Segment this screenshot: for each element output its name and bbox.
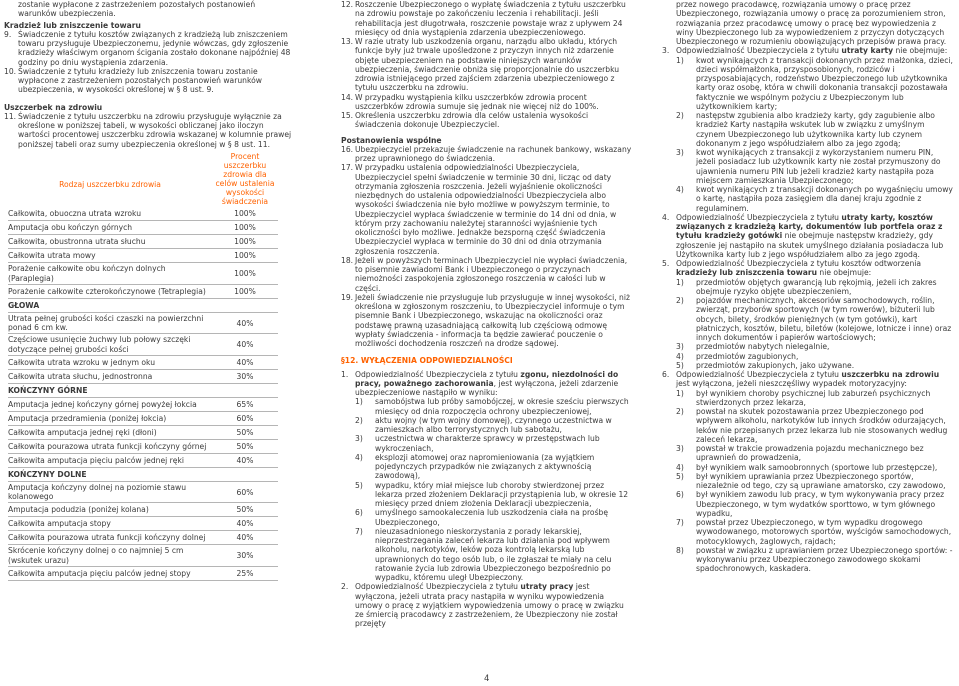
- table-row: [8, 397, 278, 411]
- table-cell-percent: 60%: [212, 481, 278, 503]
- table-row: [8, 467, 278, 481]
- table-cell-percent: 40%: [212, 453, 278, 467]
- list-item-number: 8): [676, 545, 684, 555]
- table-cell-percent: 30%: [212, 545, 278, 567]
- table-row: [8, 545, 278, 567]
- table-row: [8, 334, 278, 356]
- table-row: [8, 369, 278, 383]
- list-item: [676, 278, 954, 297]
- list-item-text: wypadku, który miał miejsce lub choroby stwierdzonej przez lekarza przed złożeniem Deklaracji przystąpienia lub, w okresie 12 miesięcy przed dniem złożenia Deklaracji ubezpieczenia,: [375, 480, 629, 508]
- list-item-number: 4): [676, 185, 684, 194]
- exclusion-3: 3. Odpowiedzialność Ubezpieczyciela z tytułu utraty karty nie obejmuje:: [662, 46, 948, 56]
- list-item-text: był wynikiem zawodu lub pracy, w tym wykonywania pracy przez Ubezpieczonego, w tym wydatków sporttowo, w tym głównego wypadku,: [696, 490, 945, 518]
- list-item: [676, 111, 954, 148]
- list-item: [676, 296, 954, 342]
- list-item: [676, 472, 954, 491]
- table-cell-type: Całkowita amputacja stopy: [8, 517, 212, 531]
- list-item-text: powstał w trakcie prowadzenia pojazdu mechanicznego bez uprawnień do prowadzenia,: [696, 444, 924, 463]
- list-item-number: 3): [676, 342, 684, 352]
- list-item: [676, 56, 954, 112]
- table-cell-type: Całkowita pourazowa utrata funkcji kończyny górnej: [8, 439, 212, 453]
- table-cell-percent: [212, 383, 278, 397]
- table-cell-percent: 40%: [212, 517, 278, 531]
- list-item-text: eksplozji atomowej oraz napromieniowania (za wyjątkiem pojedynczych przypadków nie związanych z aktywnością zawodową),: [375, 452, 595, 481]
- table-cell-type: Amputacja kończyny dolnej na poziomie stawu kolanowego: [8, 481, 212, 503]
- list-item: [676, 342, 954, 351]
- table-cell-type: Amputacja jednej kończyny górnej powyżej łokcia: [8, 397, 212, 411]
- list-item-number: 6): [355, 508, 363, 518]
- table-cell-type: Całkowita amputacja pięciu palców jednej ręki: [8, 453, 212, 467]
- table-row: [8, 263, 278, 285]
- list-item: [676, 490, 954, 518]
- list-item-number: 5): [355, 480, 363, 490]
- table-section-label: KOŃCZYNY GÓRNE: [8, 383, 212, 397]
- table-header-percent: Procent uszczerbku zdrowia dla celów ustalenia wysokości świadczenia: [215, 151, 275, 207]
- table-cell-type: Skrócenie kończyny dolnej o co najmniej 5 cm (wskutek urazu): [8, 545, 212, 567]
- list-item: [676, 352, 954, 361]
- list-item-text: uczestnictwa w charakterze sprawcy w przestępstwach lub wykroczeniach,: [375, 434, 600, 453]
- table-row: [8, 531, 278, 545]
- table-cell-percent: [212, 298, 278, 312]
- list-item-text: przedmiotów nabytych nielegalnie,: [696, 342, 830, 352]
- paragraph-19: 19. Jeżeli świadczenie nie przysługuje lub przysługuje w innej wysokości, niż określona w zgłoszonym roszczeniu, to Ubezpieczyciel informuje o tym pisemnie Bank i Ubezpieczonego, wskazując na okoliczności oraz podstawę prawną uzasadniającą całkowitą lub częściową odmowę wypłaty świadczenia - informacja ta będzie zawierać pouczenie o możliwości dochodzenia roszczeń na drodze sądowej.: [341, 292, 630, 348]
- list-item-text: samobójstwa lub próby samobójczej, w okresie sześciu pierwszych miesięcy od dnia rozpoczęcia ochrony ubezpieczeniowej,: [375, 397, 629, 416]
- table-cell-type: Porażenie całkowite czterokończynowe (Tetraplegia): [8, 284, 212, 298]
- list-item: [355, 508, 632, 527]
- table-cell-type: Porażenie całkowite obu kończyn dolnych (Paraplegia): [8, 263, 212, 285]
- list-item-number: 1): [676, 55, 684, 65]
- table-row: [8, 383, 278, 397]
- table-row: [8, 298, 278, 312]
- exclusion-2: 2. Odpowiedzialność Ubezpieczyciela z tytułu utraty pracy jest wyłączona, jeżeli utrata pracy nastąpiła w wyniku wypowiedzenia umowy o pracę z wyjątkiem wypowiedzenia umowy o pracę w związku ze śmiercią pracodawcy z zastrzeżeniem, że Ubezpieczony nie został przejęty: [341, 582, 624, 629]
- table-cell-type: Całkowita, obuoczna utrata wzroku: [8, 207, 212, 221]
- table-row: [8, 355, 278, 369]
- list-item-text: przedmiotów zagubionych,: [696, 351, 799, 361]
- table-row: [8, 425, 278, 439]
- table-cell-type: Utrata pełnej grubości kości czaszki na powierzchni ponad 6 cm kw.: [8, 312, 212, 334]
- table-cell-type: Częściowe usunięcie żuchwy lub połowy szczęki dotyczące pełnej grubości kości: [8, 334, 212, 356]
- list-item-text: był wynikiem walk samoobronnych (sportowe lub przestępcze),: [696, 462, 938, 472]
- table-cell-percent: 25%: [212, 566, 278, 580]
- list-item: [355, 453, 632, 481]
- heading-kradziez: Kradzież lub zniszczenie towaru: [4, 20, 141, 30]
- paragraph-10: 10. Świadczenie z tytułu kradzieży lub zniszczenia towaru zostanie wypłacone z zastrzeżeniem pozostałych postanowień warunków ubezpieczenia, w wysokości określonej w § 8 ust. 9.: [4, 66, 262, 95]
- list-item-text: następstw zgubienia albo kradzieży karty, gdy zagubienie albo kradzież Karty nastąpiła wskutek lub w związku z umyślnym czynem Ubezpieczonego lub użytkownika karty lub czynem dokonanym z jego współudziałem albo za jego zgodą;: [696, 111, 935, 148]
- table-row: [8, 566, 278, 580]
- table-cell-percent: [212, 467, 278, 481]
- list-item-number: 1): [676, 388, 684, 398]
- table-cell-type: Amputacja przedramienia (poniżej łokcia): [8, 411, 212, 425]
- table-cell-percent: 40%: [212, 531, 278, 545]
- table-header-type: Rodzaj uszczerbku zdrowia: [59, 179, 161, 189]
- list-item: [355, 416, 632, 435]
- list-item-text: przedmiotów zakupionych, jako używane.: [696, 360, 855, 370]
- list-item-number: 3): [676, 148, 684, 157]
- list-item-text: był wynikiem uprawiania przez Ubezpieczonego sportów, niezależnie od tego, czy są uprawiane amatorsko, czy zawodowo,: [696, 471, 946, 490]
- paragraph-13: 13. W razie utraty lub uszkodzenia organu, narządu albo układu, których funkcje były już trwale upośledzone z przyczyn innych niż zdarzenie objęte ubezpieczeniem na podstawie niniejszych warunków ubezpieczenia, świadczenie obniża się proporcjonalnie do uszczerbku zdrowia istniejącego przed zajściem zdarzenia ubezpieczeniowego z tytułu uszczerbku na zdrowiu.: [341, 37, 620, 93]
- paragraph-14: 14. W przypadku wystąpienia kilku uszczerbków zdrowia procent uszczerbków zdrowia sumuje się jednak nie więcej niż do 100%.: [341, 92, 599, 111]
- list-item: [676, 185, 954, 213]
- heading-postanowienia: Postanowienia wspólne: [341, 135, 442, 145]
- list-item: [676, 463, 954, 472]
- list-item-number: 7): [355, 526, 363, 536]
- list-item-number: 2): [355, 415, 363, 425]
- list-item-number: 2): [676, 407, 684, 416]
- table-cell-type: Amputacja podudzia (poniżej kolana): [8, 503, 212, 517]
- list-item-text: powstał na skutek pozostawania przez Ubezpieczonego pod wpływem alkoholu, narkotyków lub innych środków odurzających, leków nie przepisanych przez lekarza lub nie stosowanych według zaleceń lekarza,: [696, 407, 948, 444]
- list-item-text: nieuzasadnionego nieskorzystania z porady lekarskiej, nieprzestrzegania zaleceń lekarza lub działania pod wpływem alkoholu, narkotyków, leków poza kontrolą lekarską lub uprawnionych do tego osób lub, o ile zgłaszał te miały na celu ratowanie życia lub zdrowia Ubezpieczonego bezpośrednio po wypadku, któremu uległ Ubezpieczony.: [375, 526, 612, 582]
- table-row: [8, 249, 278, 263]
- exclusion-1: 1. Odpowiedzialność Ubezpieczyciela z tytułu zgonu, niezdolności do pracy, poważnego zachorowania, jest wyłączona, jeżeli zdarzenie ubezpieczeniowe nastąpiło w wyniku:: [341, 369, 619, 397]
- table-cell-percent: 65%: [212, 397, 278, 411]
- paragraph-continued: przez nowego pracodawcę, rozwiązania umowy o pracę przez Ubezpieczonego, rozwiązania umowy o pracę za porozumieniem stron, rozwiązania przez pracodawcę umowy o pracę bez wypowiedzenia z winy Ubezpieczonego lub za wypowiedzeniem z przyczyn dotyczących Ubezpieczonego w rozumieniu obowiązujących przepisów prawa pracy.: [676, 0, 947, 46]
- list-item: [355, 434, 632, 453]
- list-item: [355, 397, 632, 416]
- list-item-number: 5): [676, 360, 684, 370]
- list-item-number: 2): [676, 296, 684, 305]
- paragraph-12: 12. Roszczenie Ubezpieczonego o wypłatę świadczenia z tytułu uszczerbku na zdrowiu powstaje po zakończeniu leczenia i rehabilitacji. Jeśli rehabilitacja jest długotrwała, roszczenie powstaje wraz z upływem 24 miesięcy od dnia wystąpienia zdarzenia ubezpieczeniowego.: [341, 0, 626, 37]
- list-item-number: 2): [676, 111, 684, 120]
- list-item-text: kwot wynikających z transakcji z wykorzystaniem numeru PIN, jeżeli posiadacz lub użytkownik karty nie został przymuszony do ujawnienia numeru PIN lub jeżeli kradzież karty nastąpiła poza miejscem zamieszkania Ubezpieczonego;: [696, 148, 941, 185]
- table-cell-percent: 100%: [212, 207, 278, 221]
- table-cell-percent: 100%: [212, 249, 278, 263]
- list-item: [676, 444, 954, 463]
- list-item-number: 5): [676, 471, 684, 481]
- list-item-number: 4): [676, 462, 684, 472]
- table-cell-percent: 100%: [212, 235, 278, 249]
- table-cell-percent: 50%: [212, 503, 278, 517]
- list-item-number: 3): [676, 444, 684, 453]
- table-row: [8, 312, 278, 334]
- list-item-text: pojazdów mechanicznych, akcesoriów samochodowych, roślin, zwierząt, przyborów sportowych (w tym rowerów), biżuterii lub obcych, bilety, środków pieniężnych (w tym gotówki), kart płatniczych, kosztów, biletu, biletów (kolejowe, lotnicze i inne) oraz innych dokumentów i papierów wartościowych;: [696, 296, 952, 342]
- list-item-text: powstał przez Ubezpieczonego, w tym wypadku drogowego wywodowanego, motorowych sportów, wyścigów samochodowych, motocyklowych, żaglowych, rajdach;: [696, 518, 952, 546]
- paragraph-17: 17. W przypadku ustalenia odpowiedzialności Ubezpieczyciela, Ubezpieczyciel spełni świadczenie w terminie 30 dni, licząc od daty otrzymania zgłoszenia roszczenia. Jeżeli wyjaśnienie okoliczności niezbędnych do ustalenia odpowiedzialności Ubezpieczyciela albo wysokości świadczenia nie było możliwe w powyższym terminie, to Ubezpieczyciel wypłaca świadczenie w terminie do 14 dni od dnia, w którym przy zachowaniu należytej staranności wyjaśnienie tych okoliczności było możliwe. Jednakże bezsporną część świadczenia Ubezpieczyciel wypłaca w terminie do 30 dni od dnia otrzymania zgłoszenia roszczenia.: [341, 163, 617, 256]
- exclusion-4: 4. Odpowiedzialność Ubezpieczyciela z tytułu utraty karty, kosztów związanych z kradzieżą karty, dokumentów lub portfela oraz z tytułu kradzieży gotówki nie obejmuje następstw kradzieży, gdy zgłoszenie jej nastąpiło na skutek umyślnego działania posiadacza lub Użytkownika karty lub z jego współudziałem albo za jego zgodą.: [662, 212, 944, 259]
- list-item-text: kwot wynikających z transakcji dokonanych po wygaśnięciu umowy o kartę, nastąpiła poza zasięgiem dla danej kraju zgodnie z regulaminem.: [696, 185, 953, 213]
- paragraph-16: 16. Ubezpieczyciel przekazuje świadczenie na rachunek bankowy, wskazany przez uprawnionego do świadczenia.: [341, 144, 632, 163]
- list-item-number: 6): [676, 490, 684, 500]
- exclusion-5-list: [662, 278, 954, 371]
- list-item-text: umyślnego samookaleczenia lub uszkodzenia ciała na prośbę Ubezpieczonego,: [375, 508, 609, 527]
- list-item-number: 1): [676, 277, 684, 287]
- table-cell-percent: 40%: [212, 355, 278, 369]
- exclusion-5: 5. Odpowiedzialność Ubezpieczyciela z tytułu kosztów odtworzenia kradzieży lub zniszczenia towaru nie obejmuje:: [662, 259, 922, 278]
- exclusion-3-list: [662, 56, 954, 213]
- list-item: [676, 148, 954, 185]
- table-cell-type: Całkowita pourazowa utrata funkcji kończyny dolnej: [8, 531, 212, 545]
- list-item-number: 7): [676, 518, 684, 527]
- table-cell-type: Całkowita utrata mowy: [8, 249, 212, 263]
- table-cell-percent: 50%: [212, 425, 278, 439]
- list-item: [676, 361, 954, 370]
- table-cell-percent: 60%: [212, 411, 278, 425]
- list-item-text: aktu wojny (w tym wojny domowej), czynnego uczestnictwa w zamieszkach albo terrorystycznych lub sabotażu,: [375, 415, 612, 434]
- list-item-text: kwot wynikających z transakcji dokonanych przez małżonka, dzieci, dzieci współmałżonka, przysposobionych, rodziców i przysposabiających, rodzeństwo Ubezpieczonego lub użytkownika karty oraz osobę, która w chwili dokonania transakcji pozostawała faktycznie we wspólnym pożyciu z Ubezpieczonym lub użytkownikiem karty;: [696, 55, 953, 111]
- list-item-text: przedmiotów objętych gwarancją lub rękojmią, jeżeli ich zakres obejmuje ryzyko objęte ubezpieczeniem,: [696, 277, 937, 296]
- table-cell-percent: 100%: [212, 221, 278, 235]
- column-middle: [341, 0, 632, 629]
- table-row: [8, 284, 278, 298]
- list-item-number: 4): [355, 452, 363, 462]
- list-item: [676, 546, 954, 574]
- table-cell-type: Całkowita, obustronna utrata słuchu: [8, 235, 212, 249]
- table-cell-percent: 30%: [212, 369, 278, 383]
- table-row: [8, 453, 278, 467]
- table-cell-type: Amputacja obu kończyn górnych: [8, 221, 212, 235]
- table-cell-percent: 40%: [212, 334, 278, 356]
- list-item: [676, 518, 954, 546]
- list-item-number: 3): [355, 434, 363, 444]
- table-cell-percent: 50%: [212, 439, 278, 453]
- table-cell-percent: 100%: [212, 263, 278, 285]
- table-cell-type: Całkowita utrata wzroku w jednym oku: [8, 355, 212, 369]
- list-item-number: 4): [676, 351, 684, 361]
- table-section-label: GŁOWA: [8, 298, 212, 312]
- list-item: [676, 389, 954, 408]
- table-cell-type: Całkowita utrata słuchu, jednostronna: [8, 369, 212, 383]
- table-cell-percent: 40%: [212, 312, 278, 334]
- paragraph-11: 11. Świadczenie z tytułu uszczerbku na zdrowiu przysługuje wyłącznie za określone w poniższej tabeli, w wysokości obliczanej jako iloczyn wartości procentowej uszczerbku zdrowia wskazanej w kolumnie prawej poniższej tabeli oraz sumy ubezpieczenia określonej w § 8 ust. 11.: [4, 111, 292, 149]
- table-cell-type: Całkowita amputacja pięciu palców jednej stopy: [8, 566, 212, 580]
- table-section-label: KOŃCZYNY DOLNE: [8, 467, 212, 481]
- table-row: [8, 439, 278, 453]
- list-item-text: powstał w związku z uprawianiem przez Ubezpieczonego sportów: - wykonywaniu przez Ubezpieczonego zawodowego skokami spadochronowych, kaskadera.: [696, 545, 953, 574]
- injury-table: [8, 151, 278, 581]
- paragraph-15: 15. Określenia uszczerbku zdrowia dla celów ustalenia wysokości świadczenia dokonuje Ubezpieczyciel.: [341, 111, 589, 130]
- paragraph-18: 18. Jeżeli w powyższych terminach Ubezpieczyciel nie wypłaci świadczenia, to pisemnie zawiadomi Bank i Ubezpieczonego o przyczynach niemożności zaspokojenia zgłoszonego roszczenia w całości lub w części.: [341, 255, 628, 293]
- table-cell-type: Całkowita amputacja jednej ręki (dłoni): [8, 425, 212, 439]
- paragraph-intro: zostanie wypłacone z zastrzeżeniem pozostałych postanowień warunków ubezpieczenia.: [18, 0, 256, 19]
- heading-uszczerbek: Uszczerbek na zdrowiu: [4, 102, 103, 112]
- list-item: [355, 481, 632, 509]
- table-row: [8, 503, 278, 517]
- paragraph-9: 9. Świadczenie z tytułu kosztów związanych z kradzieżą lub zniszczeniem towaru przysługuje Ubezpieczonemu, jedynie wówczas, gdy zgłoszenie kradzieży właściwym organom ścigania zostało dokonane najpóźniej 48 godziny po dniu wystąpienia zdarzenia.: [4, 29, 291, 67]
- table-cell-percent: 100%: [212, 284, 278, 298]
- list-item: [676, 407, 954, 444]
- table-row: [8, 235, 278, 249]
- column-left: [4, 0, 292, 581]
- exclusion-1-list: [341, 397, 632, 582]
- heading-section-12: §12. WYŁĄCZENIA ODPOWIEDZIALNOŚCI: [341, 356, 513, 366]
- table-row: [8, 221, 278, 235]
- list-item-text: był wynikiem choroby psychicznej lub zaburzeń psychicznych stwierdzonych przez lekarza,: [696, 388, 931, 407]
- table-row: [8, 411, 278, 425]
- table-row: [8, 207, 278, 221]
- list-item: [355, 527, 632, 583]
- exclusion-6-list: [662, 389, 954, 574]
- page-number: 4: [484, 674, 490, 684]
- list-item-number: 1): [355, 397, 363, 407]
- exclusion-6: 6. Odpowiedzialność Ubezpieczyciela z tytułu uszczerbku na zdrowiu jest wyłączona, jeżeli nieszczęśliwy wypadek motoryzacyjny:: [662, 370, 940, 389]
- column-right: [662, 0, 954, 574]
- table-row: [8, 481, 278, 503]
- table-row: [8, 517, 278, 531]
